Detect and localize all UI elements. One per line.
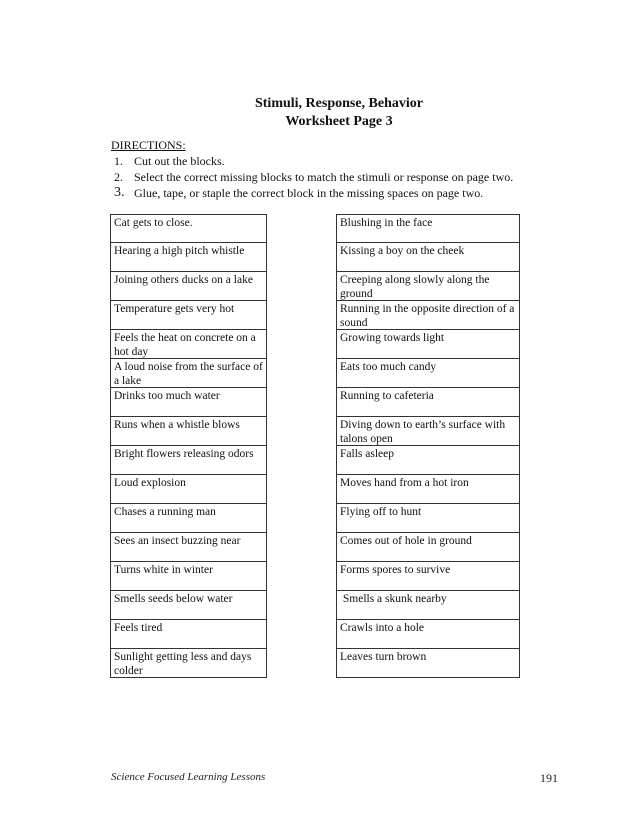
response-block: Comes out of hole in ground: [336, 533, 520, 562]
direction-item: [111, 153, 513, 169]
response-block: Leaves turn brown: [336, 649, 520, 678]
stimulus-block: Cat gets to close.: [110, 214, 267, 243]
directions-heading: DIRECTIONS:: [111, 138, 186, 152]
direction-number: 2.: [114, 170, 123, 184]
stimulus-block: Loud explosion: [110, 475, 267, 504]
block-row: [110, 446, 520, 475]
block-row: [110, 562, 520, 591]
stimulus-block: Chases a running man: [110, 504, 267, 533]
block-row: [110, 417, 520, 446]
response-block: Eats too much candy: [336, 359, 520, 388]
direction-text: Select the correct missing blocks to match the stimuli or response on page two.: [134, 170, 514, 184]
response-block: Running to cafeteria: [336, 388, 520, 417]
stimulus-block: Bright flowers releasing odors: [110, 446, 267, 475]
stimulus-block: Feels tired: [110, 620, 267, 649]
response-block: Kissing a boy on the cheek: [336, 243, 520, 272]
response-block: Blushing in the face: [336, 214, 520, 243]
response-block: Growing towards light: [336, 330, 520, 359]
stimulus-block: Turns white in winter: [110, 562, 267, 591]
stimulus-block: Sunlight getting less and days colder: [110, 649, 267, 678]
stimulus-block: Sees an insect buzzing near: [110, 533, 267, 562]
response-block: Flying off to hunt: [336, 504, 520, 533]
block-row: [110, 359, 520, 388]
page-title: Stimuli, Response, Behavior: [254, 96, 423, 111]
stimulus-block: Joining others ducks on a lake: [110, 272, 267, 301]
direction-item: [111, 185, 513, 201]
response-block: Creeping along slowly along the ground: [336, 272, 520, 301]
response-block: Moves hand from a hot iron: [336, 475, 520, 504]
response-block: Diving down to earth’s surface with talons open: [336, 417, 520, 446]
stimulus-block: A loud noise from the surface of a lake: [110, 359, 267, 388]
direction-number: 1.: [114, 154, 123, 168]
response-block: Running in the opposite direction of a sound: [336, 301, 520, 330]
block-row: [110, 475, 520, 504]
block-row: [110, 330, 520, 359]
block-row: [110, 649, 520, 678]
direction-number: 3.: [114, 185, 125, 200]
response-block: Crawls into a hole: [336, 620, 520, 649]
block-row: [110, 388, 520, 417]
page-number: 191: [540, 771, 558, 785]
stimulus-block: Feels the heat on concrete on a hot day: [110, 330, 267, 359]
response-block: Forms spores to survive: [336, 562, 520, 591]
block-row: [110, 272, 520, 301]
direction-text: Cut out the blocks.: [134, 154, 225, 168]
footer-source: Science Focused Learning Lessons: [111, 771, 266, 783]
block-row: [110, 504, 520, 533]
response-block: Smells a skunk nearby: [336, 591, 520, 620]
block-row: [110, 243, 520, 272]
stimulus-block: Smells seeds below water: [110, 591, 267, 620]
stimulus-block: Temperature gets very hot: [110, 301, 267, 330]
stimulus-block: Drinks too much water: [110, 388, 267, 417]
block-row: [110, 301, 520, 330]
block-row: [110, 620, 520, 649]
block-row: [110, 591, 520, 620]
block-row: [110, 214, 520, 243]
stimulus-block: Hearing a high pitch whistle: [110, 243, 267, 272]
response-block: Falls asleep: [336, 446, 520, 475]
blocks-grid: [110, 214, 520, 678]
block-row: [110, 533, 520, 562]
directions: [111, 137, 513, 201]
stimulus-block: Runs when a whistle blows: [110, 417, 267, 446]
page-subtitle: Worksheet Page 3: [285, 114, 393, 129]
direction-item: [111, 169, 513, 185]
direction-text: Glue, tape, or staple the correct block in the missing spaces on page two.: [134, 186, 484, 200]
